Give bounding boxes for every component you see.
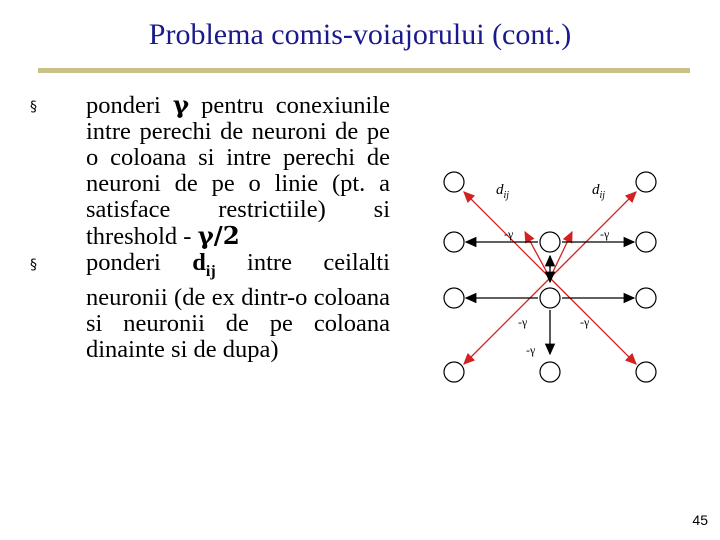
- minus-gamma-label: -γ: [504, 227, 514, 241]
- bullet-marker-icon: §: [30, 99, 37, 115]
- neuron-node: [540, 362, 560, 382]
- neuron-node: [636, 232, 656, 252]
- neuron-connection-diagram: [430, 158, 670, 398]
- neuron-node: [444, 288, 464, 308]
- red-arrow: [550, 192, 636, 278]
- title-divider: [38, 68, 690, 73]
- neuron-node: [444, 172, 464, 192]
- page-number: 45: [692, 512, 708, 528]
- neuron-node: [540, 232, 560, 252]
- dij-label-right: $d_{ij}$: [592, 182, 606, 201]
- minus-gamma-label: -γ: [600, 227, 610, 241]
- slide-title: Problema comis-voiajorului (cont.): [148, 18, 572, 51]
- minus-gamma-label: -γ: [518, 315, 528, 329]
- neuron-node: [540, 288, 560, 308]
- bullet-item: [30, 250, 390, 363]
- dij-label-left: $d_{ij}$: [496, 182, 510, 201]
- minus-gamma-label: -γ: [526, 343, 536, 357]
- gamma-symbol: γ: [172, 90, 190, 119]
- bullet-text: ponderi: [86, 249, 193, 276]
- bullet-text: ponderi: [86, 92, 173, 119]
- neuron-node: [636, 172, 656, 192]
- neuron-node: [636, 362, 656, 382]
- red-arrow: [550, 278, 636, 364]
- bullet-text: pentru conexiunile intre perechi de neuroni de pe o coloana si intre perechi de neuroni de pe o linie (pt. a satisface restrictiile) si threshold -: [86, 92, 390, 250]
- minus-gamma-label: -γ: [580, 315, 590, 329]
- dij-symbol: $d_{ij}$: [192, 249, 216, 280]
- gamma-half: γ/2: [197, 221, 240, 250]
- bullet-item: [30, 92, 390, 250]
- bullet-text: intre ceilalti neuronii (de ex dintr-o coloana si neuronii de pe coloana dinainte si de dupa): [86, 249, 390, 363]
- red-arrow: [464, 278, 550, 364]
- neuron-node: [444, 362, 464, 382]
- bullet-marker-icon: §: [30, 257, 37, 273]
- neuron-node: [636, 288, 656, 308]
- bullet-list: [30, 92, 390, 363]
- neuron-node: [444, 232, 464, 252]
